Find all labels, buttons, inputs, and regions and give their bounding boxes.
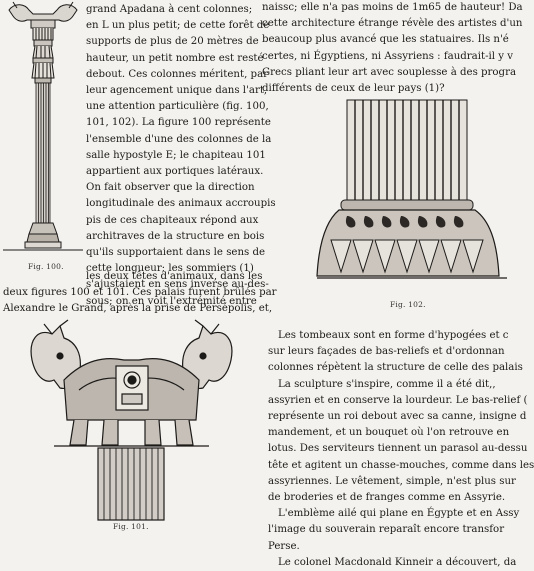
text-line: L'emblème ailé qui plane en Égypte et en Assy <box>278 508 520 520</box>
figure-102-caption: Fig. 102. <box>390 300 426 309</box>
text-line: deux figures 100 et 101. Ces palais furent brûlés par <box>3 287 277 299</box>
text-line: différents de ceux de leur pays (1)? <box>262 83 445 95</box>
text-line: appartient aux portiques latéraux. <box>86 166 264 178</box>
text-line: mandement, et un bouquet où l'on retrouve en <box>268 427 510 439</box>
text-line: l'ensemble d'une des colonnes de la <box>86 133 272 145</box>
left-column-text <box>86 2 276 310</box>
right-column <box>262 0 534 568</box>
text-line: s'ajustaient en sens inverse au-des- <box>86 279 269 291</box>
text-line: assyrien et en conserve la lourdeur. Le bas-relief ( <box>268 394 528 406</box>
text-line: hauteur, un petit nombre est resté <box>86 52 264 64</box>
text-line: cette longueur; les sommiers (1) <box>86 263 254 275</box>
text-line: une attention particulière (fig. 100, <box>86 101 269 113</box>
figure-100-caption: Fig. 100. <box>28 262 64 271</box>
text-line: certes, ni Égyptiens, ni Assyriens : faudrait-il y v <box>262 50 514 62</box>
text-line: colonnes répètent la structure de celle des palais <box>268 362 523 374</box>
text-line: longitudinale des animaux accroupis <box>86 198 276 210</box>
text-line: grand Apadana à cent colonnes; <box>86 4 253 15</box>
text-line: l'image du souverain reparaît encore transfor <box>268 524 505 536</box>
text-line: représente un roi debout avec sa canne, insigne d <box>268 411 527 423</box>
right-bottom-text <box>268 328 534 571</box>
figure-100-column-illustration <box>3 0 83 262</box>
text-line: en L un plus petit; de cette forêt de <box>86 20 270 32</box>
text-line: architraves de la structure en bois <box>86 230 265 242</box>
text-line: les deux têtes d'animaux, dans les <box>86 271 263 282</box>
text-line: Le colonel Macdonald Kinneir a découvert, da <box>278 556 517 568</box>
text-line: leur agencement unique dans l'art, <box>86 85 268 97</box>
figure-102-base-illustration <box>317 100 507 290</box>
text-line: tête et agitent un chasse-mouches, comme dans les <box>268 459 534 471</box>
text-line: assyriennes. Le vêtement, simple, n'est plus sur <box>268 475 516 487</box>
text-line: Grecs pliant leur art avec souplesse à des progra <box>262 66 517 78</box>
text-line: qu'ils supportaient dans le sens de <box>86 247 266 259</box>
text-line: Perse. <box>268 540 300 552</box>
left-column <box>0 0 277 542</box>
left-full-width-text <box>3 269 277 318</box>
text-line: naissc; elle n'a pas moins de 1m65 de hauteur! Da <box>262 2 523 13</box>
text-line: sous; on en voit l'extrémité entre <box>86 295 257 307</box>
text-line: supports de plus de 20 mètres de <box>86 36 259 48</box>
text-line: beaucoup plus avancé que les statuaires. Ils n'é <box>262 34 509 46</box>
figure-101-caption: Fig. 101. <box>113 522 149 531</box>
text-line: debout. Ces colonnes méritent, par <box>86 68 269 80</box>
text-line: lotus. Des serviteurs tiennent un parasol au-dessu <box>268 443 528 455</box>
text-line: cette architecture étrange révèle des artistes d'un <box>262 18 523 30</box>
text-line: pis de ces chapiteaux répond aux <box>86 214 259 226</box>
text-line: salle hypostyle E; le chapiteau 101 <box>86 149 266 161</box>
right-top-text <box>262 0 523 97</box>
text-line: Alexandre le Grand, après la prise de Persépolis, et, <box>3 303 273 315</box>
text-line: On fait observer que la direction <box>86 182 255 194</box>
text-line: Les tombeaux sont en forme d'hypogées et c <box>278 330 509 341</box>
text-line: 101, 102). La figure 100 représente <box>86 117 271 129</box>
text-line: sur leurs façades de bas-reliefs et d'ordonnan <box>268 346 505 358</box>
text-line: La sculpture s'inspire, comme il a été dit,, <box>278 378 496 390</box>
figure-101-capital-illustration <box>24 320 239 520</box>
text-line: de broderies et de franges comme en Assyrie. <box>268 492 506 504</box>
